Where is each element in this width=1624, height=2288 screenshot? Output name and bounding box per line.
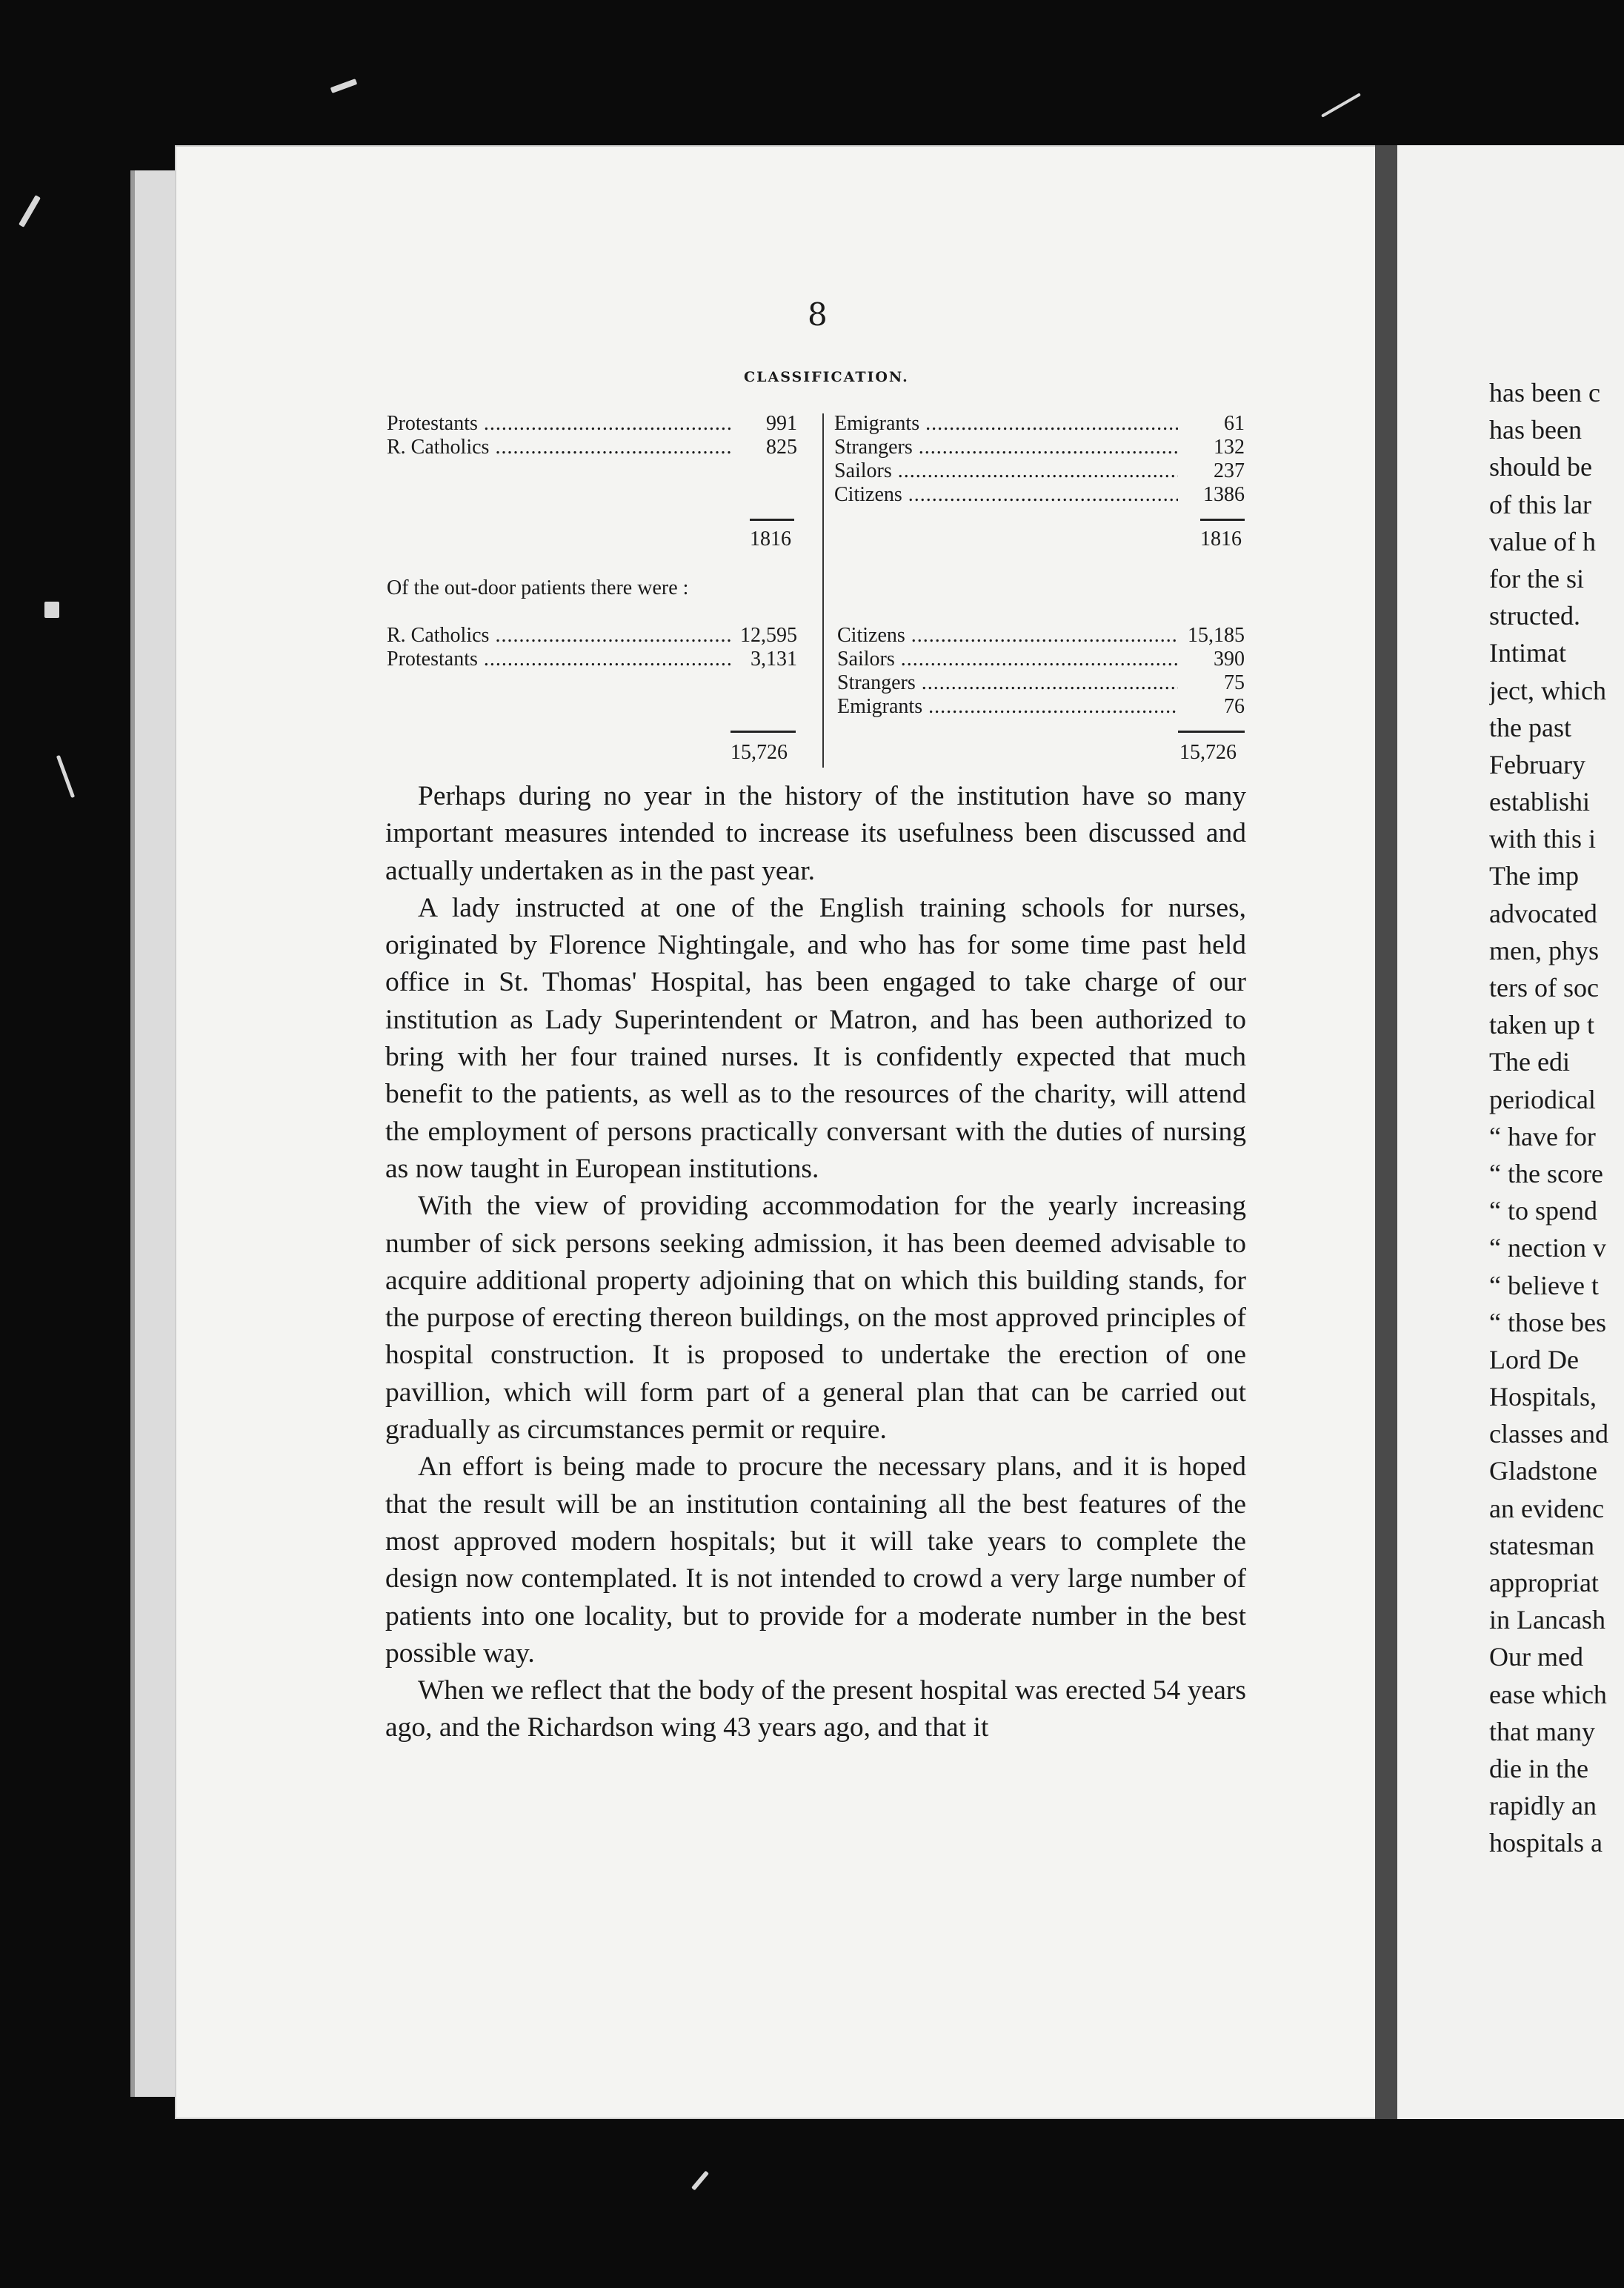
indoor-religion-table xyxy=(387,412,797,459)
scan-speck xyxy=(19,195,41,227)
table-divider xyxy=(822,413,824,768)
facing-page-line: die in the xyxy=(1489,1753,1588,1783)
scan-speck xyxy=(330,79,358,93)
facing-page-line: “ those bes xyxy=(1489,1307,1606,1337)
facing-page-line: statesman xyxy=(1489,1530,1594,1560)
facing-page-line: with this i xyxy=(1489,824,1597,854)
paragraph: An effort is being made to procure the necessary plans, and it is hoped that the result will be an institution containing all the best features of the most approved modern hospitals; but it will take years to complete the design now contemplated. It is not intended to crowd a very large number of patients into one locality, but to provide for a moderate number in the best possible way. xyxy=(385,1451,1246,1669)
table-row: Citizens ..... 15,185 xyxy=(837,624,1245,648)
table-row: Strangers ..... 132 xyxy=(834,436,1245,459)
table-row: R. Catholics ..... 825 xyxy=(387,436,797,459)
indoor-left-total: 1816 xyxy=(750,528,791,551)
facing-page-line: “ have for xyxy=(1489,1121,1596,1151)
outdoor-origin-table xyxy=(837,624,1245,719)
facing-page-line: Lord De xyxy=(1489,1344,1579,1374)
facing-page-line: “ believe t xyxy=(1489,1270,1599,1300)
facing-page-line: appropriat xyxy=(1489,1568,1599,1597)
scan-speck xyxy=(44,602,59,618)
total-rule xyxy=(731,731,796,733)
facing-page-line: classes and xyxy=(1489,1419,1608,1449)
table-row: R. Catholics ..... 12,595 xyxy=(387,624,797,648)
indoor-origin-table xyxy=(834,412,1245,507)
facing-page-line: Gladstone xyxy=(1489,1456,1597,1486)
facing-page-line: ease which xyxy=(1489,1679,1607,1709)
facing-page-line: for the si xyxy=(1489,563,1584,593)
table-row: Protestants ..... 3,131 xyxy=(387,648,797,671)
facing-page-line: men, phys xyxy=(1489,935,1599,965)
paragraph: With the view of providing accommodation for the yearly increasing number of sick persons seeking admission, it has been deemed advisable to acquire additional property adjoining that on which this building stands, for the purpose of erecting thereon buildings, on the most approved principles of hospital construction. It is proposed to undertake the erection of one pavillion, which will form part of a general plan that can be carried out gradually as circumstances permit or require. xyxy=(385,1191,1246,1446)
facing-page-line: rapidly an xyxy=(1489,1791,1597,1821)
table-row: Sailors ..... 237 xyxy=(834,459,1245,483)
facing-page-line: periodical xyxy=(1489,1084,1596,1114)
scan-speck xyxy=(56,755,75,798)
facing-page-line: “ to spend xyxy=(1489,1196,1597,1226)
table-row: Citizens ..... 1386 xyxy=(834,483,1245,507)
total-rule xyxy=(1178,731,1245,733)
facing-page-line: value of h xyxy=(1489,526,1596,556)
facing-page-line: hospitals a xyxy=(1489,1828,1603,1858)
facing-page-line: should be xyxy=(1489,452,1592,482)
facing-page-line: advocated xyxy=(1489,898,1597,928)
outdoor-religion-table xyxy=(387,624,797,671)
facing-page-line: establishi xyxy=(1489,787,1590,817)
table-row: Protestants ..... 991 xyxy=(387,412,797,436)
facing-page-line: in Lancash xyxy=(1489,1605,1605,1635)
total-rule xyxy=(750,519,794,521)
total-rule xyxy=(1200,519,1245,521)
facing-page-line: Hospitals, xyxy=(1489,1382,1597,1412)
facing-page-line: ject, which xyxy=(1489,675,1606,705)
facing-page-line: of this lar xyxy=(1489,489,1591,519)
facing-page-line: has been xyxy=(1489,415,1582,445)
indoor-right-total: 1816 xyxy=(1200,528,1242,551)
scan-speck xyxy=(691,2171,709,2191)
scan-speck xyxy=(1321,93,1361,117)
facing-page-line: the past xyxy=(1489,712,1571,742)
outdoor-left-total: 15,726 xyxy=(731,741,788,764)
table-row: Sailors ..... 390 xyxy=(837,648,1245,671)
facing-page-line: “ the score xyxy=(1489,1158,1603,1188)
table-row: Strangers ..... 75 xyxy=(837,671,1245,695)
paragraph: A lady instructed at one of the English training schools for nurses, originated by Florence Nightingale, and who has for some time past held office in St. Thomas' Hospital, has been engaged to take charge of our institution as Lady Superintendent or Matron, and has been authorized to bring with her four trained nurses. It is confidently expected that much benefit to the patients, as well as to the resources of the charity, will attend the employment of persons practically conversant with the duties of nursing as now taught in European institutions. xyxy=(385,892,1246,1184)
report-body xyxy=(385,778,1246,1747)
table-row: Emigrants ..... 61 xyxy=(834,412,1245,436)
table-row: Emigrants ..... 76 xyxy=(837,695,1245,719)
facing-page-line: structed. xyxy=(1489,601,1580,631)
facing-page-line: that many xyxy=(1489,1716,1595,1746)
page-number: 8 xyxy=(808,296,828,333)
outdoor-heading: Of the out-door patients there were : xyxy=(387,576,689,599)
book-gutter xyxy=(1375,145,1400,2119)
paragraph: Perhaps during no year in the history of the institution have so many important measures intended to increase its usefulness been discussed and actually undertaken as in the past year. xyxy=(385,781,1246,886)
facing-page-line: “ nection v xyxy=(1489,1233,1606,1263)
classification-heading: CLASSIFICATION. xyxy=(744,369,909,385)
facing-page-line: an evidenc xyxy=(1489,1493,1604,1523)
facing-page-line: The edi xyxy=(1489,1047,1570,1077)
outdoor-right-total: 15,726 xyxy=(1179,741,1237,764)
facing-page-text xyxy=(1489,374,1624,1862)
facing-page-line: Intimat xyxy=(1489,638,1566,668)
facing-page-line: Our med xyxy=(1489,1642,1583,1672)
facing-page-line: has been c xyxy=(1489,378,1600,408)
paragraph: When we reflect that the body of the present hospital was erected 54 years ago, and the Richardson wing 43 years ago, and that it xyxy=(385,1675,1246,1743)
facing-page-line: taken up t xyxy=(1489,1010,1594,1040)
facing-page-line: ters of soc xyxy=(1489,973,1599,1002)
facing-page-line: The imp xyxy=(1489,861,1579,891)
facing-page-line: February xyxy=(1489,749,1585,779)
